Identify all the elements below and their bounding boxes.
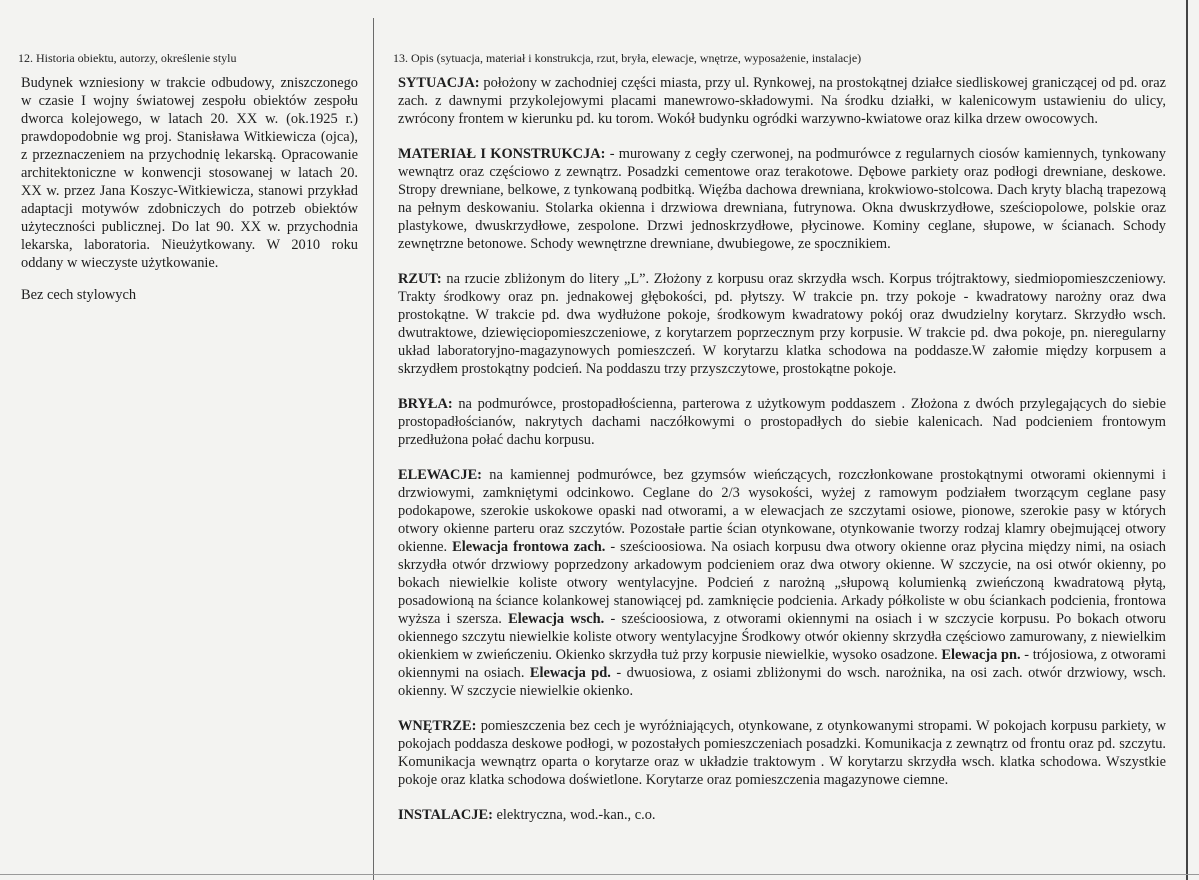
elewacje-text-5: - dwuosiowa, z osiami zbliżonymi do wsch. narożnika, na osi zach. otwór drzwiowy, wsch. okienny. W szczycie niewielkie okienko. <box>398 665 1166 699</box>
instalacje-paragraph <box>398 806 1166 824</box>
sytuacja-label: SYTUACJA: <box>398 75 480 91</box>
elewacja-pd-label: Elewacja pd. <box>529 665 611 681</box>
history-text: Budynek wzniesiony w trakcie odbudowy, zniszczonego w czasie I wojny światowej zespołu obiektów zespołu dworca kolejowego, w latach 20. XX w. (ok.1925 r.) prawdopodobnie wg proj. Stanisława Witkiewicza (ojca), z przeznaczeniem na przychodnię lekarską. Opracowanie architektoniczne w konwencji stosowanej w latach 20. XX w. przez Jana Koszyc-Witkiewicza, stanowi przykład adaptacji motywów zdobniczych do potrzeb obiektów użyteczności publicznej. Do lat 90. XX w. przychodnia lekarska, laboratoria. Nieużytkowany. W 2010 roku oddany w wieczyste użytkowanie. <box>21 75 358 271</box>
material-paragraph <box>398 145 1166 253</box>
rzut-paragraph <box>398 270 1166 378</box>
elewacje-text-4: - trójosiowa, z otworami okiennymi na osiach. <box>398 647 1166 681</box>
wnetrze-paragraph <box>398 717 1166 789</box>
elewacje-paragraph <box>398 466 1166 700</box>
elewacje-label: ELEWACJE: <box>398 467 482 483</box>
instalacje-text: elektryczna, wod.-kan., c.o. <box>492 807 656 823</box>
wnetrze-text: pomieszczenia bez cech je wyróżniających, otynkowane, z otynkowanymi stropami. W pokojach korpusu parkiety, w pokojach poddasza deskowe podłogi, w pozostałych pomieszczeniach posadzki. Komunikacja z zewnątrz od frontu oraz pd. szczytu. Komunikacja wewnątrz oparta o korytarze oraz w układzie traktowym . W korytarzu skrzydła wsch. klatka schodowa. Wszystkie pokoje oraz klatka schodowa doświetlone. Korytarze oraz pomieszczenia magazynowe ciemne. <box>398 718 1166 788</box>
rzut-text: na rzucie zbliżonym do litery „L”. Złożony z korpusu oraz skrzydła wsch. Korpus trójtraktowy, siedmiopomieszczeniowy. Trakty środkowy oraz pn. jednakowej głębokości, pd. płytszy. W trakcie pn. trzy pokoje - kwadratowy narożny oraz dwa prostokątne. W trakcie pd. dwa wydłużone pokoje, środkowym kwadratowy pokój oraz dwudzielny korytarz. Skrzydło wsch. dwutraktowe, dziewięciopomieszczeniowe, z korytarzem poprzecznym przy korpusie. W trakcie pd. dwa pokoje, pn. nieregularny układ laboratoryjno-magazynowych pomieszczeń. W korytarzu klatka schodowa na poddasze.W załomie między korpusem a skrzydłem prostokątny podcień. Na poddaszu trzy przyszczytowe, prostokątne pokoje. <box>398 271 1166 377</box>
rzut-label: RZUT: <box>398 271 442 287</box>
elewacja-wsch-label: Elewacja wsch. <box>508 611 605 627</box>
column-divider <box>373 18 374 880</box>
elewacje-text-1: na kamiennej podmurówce, bez gzymsów wieńczących, rozczłonkowane prostokątnymi otworami okiennymi i drzwiowymi, zamkniętymi odcinkowo. Ceglane do 2/3 wysokości, wyżej z ramowym podziałem tworzącym ceglane pasy podokapowe, szerokie uskokowe opaski nad otworami, a w elewacjach ze szczytami osiowe, pionowe, szerokie pasy w których otwory okienne parteru oraz szczytów. Pozostałe partie ścian otynkowane, otynkowanie tworzy rodzaj klamry obejmującej otwory okienne. <box>398 467 1166 555</box>
elewacja-pn-label: Elewacja pn. <box>941 647 1021 663</box>
elewacje-text-2: - sześcioosiowa. Na osiach korpusu dwa otwory okienne oraz płycina między nimi, na osiach skrzydła otwór drzwiowy poprzedzony arkadowym podcieniem oraz dwa otwory okienne. W szczycie, na osi otwór okienny, po bokach niewielkie koliste otwory wentylacyjne. Podcień z narożną „słupową kolumienką zwieńczoną kwadratową płytą, posadowioną na ściance kolankowej stanowiącej pd. zamknięcie podcienia. Arkady półkoliste w obu ściankach podcienia, frontowa wyższa i szersza. <box>398 539 1167 627</box>
elewacja-frontowa-label: Elewacja frontowa zach. <box>452 539 606 555</box>
history-heading: 12. Historia obiektu, autorzy, określenie stylu <box>18 51 237 65</box>
description-column <box>393 50 1166 824</box>
bryla-paragraph <box>398 395 1166 449</box>
material-text: - murowany z cegły czerwonej, na podmurówce z regularnych ciosów kamiennych, tynkowany wewnątrz oraz częściowo z zewnątrz. Posadzki cementowe oraz terakotowe. Dębowe parkiety oraz podłogi drewniane, deskowe. Stropy drewniane, belkowe, z tynkowaną podbitką. Więźba dachowa drewniana, krokwiowo-stolcowa. Dach kryty blachą trapezową na pełnym deskowaniu. Stolarka okienna i drzwiowa drewniana, futrynowa. Okna dwuskrzydłowe, sześciopolowe, polskie oraz plastykowe, dwuskrzydłowe, zespolone. Drzwi jednoskrzydłowe, płycinowe. Kominy ceglane, słupowe, w ścianach. Schody zewnętrzne betonowe. Schody wewnętrzne drewniane, dwubiegowe, ze spocznikiem. <box>398 146 1166 252</box>
sytuacja-text: położony w zachodniej części miasta, przy ul. Rynkowej, na prostokątnej działce siedliskowej graniczącej od pd. oraz zach. z dawnymi przykolejowymi placami manewrowo-składowymi. Na środku działki, w kalenicowym ustawieniu do ulicy, zwrócony frontem w kierunku pd. ku torom. Wokół budynku ogródki warzywno-kwiatowe oraz kilka drzew owocowych. <box>398 75 1166 127</box>
page-edge-bottom <box>0 874 1199 875</box>
page-edge-right <box>1186 0 1188 880</box>
style-text: Bez cech stylowych <box>21 287 137 303</box>
bryla-label: BRYŁA: <box>398 396 453 412</box>
material-label: MATERIAŁ I KONSTRUKCJA: <box>398 146 606 162</box>
elewacje-text-3: - sześcioosiowa, z otworami okiennymi na osiach i w szczycie korpusu. Po bokach otworu okiennego szczytu niewielkie koliste otwory wentylacyjne Środkowy otwór okienny skrzydła częściowo zamurowany, z niewielkim okienkiem w zwieńczeniu. Okienko skrzydła tuż przy korpusie niewielkie, wysoko osadzone. <box>398 611 1166 663</box>
wnetrze-label: WNĘTRZE: <box>398 718 477 734</box>
description-heading: 13. Opis (sytuacja, materiał i konstrukcja, rzut, bryła, elewacje, wnętrze, wyposażenie, instalacje) <box>393 51 862 65</box>
instalacje-label: INSTALACJE: <box>398 807 493 823</box>
history-column <box>18 50 358 304</box>
sytuacja-paragraph <box>398 74 1166 128</box>
bryla-text: na podmurówce, prostopadłościenna, parterowa z użytkowym poddaszem . Złożona z dwóch przylegających do siebie prostopadłościanów, nakrytych dachami naczółkowymi o prostopadłych do siebie kalenicach. Nad podcieniem frontowym przedłużona połać dachu korpusu. <box>398 396 1166 448</box>
